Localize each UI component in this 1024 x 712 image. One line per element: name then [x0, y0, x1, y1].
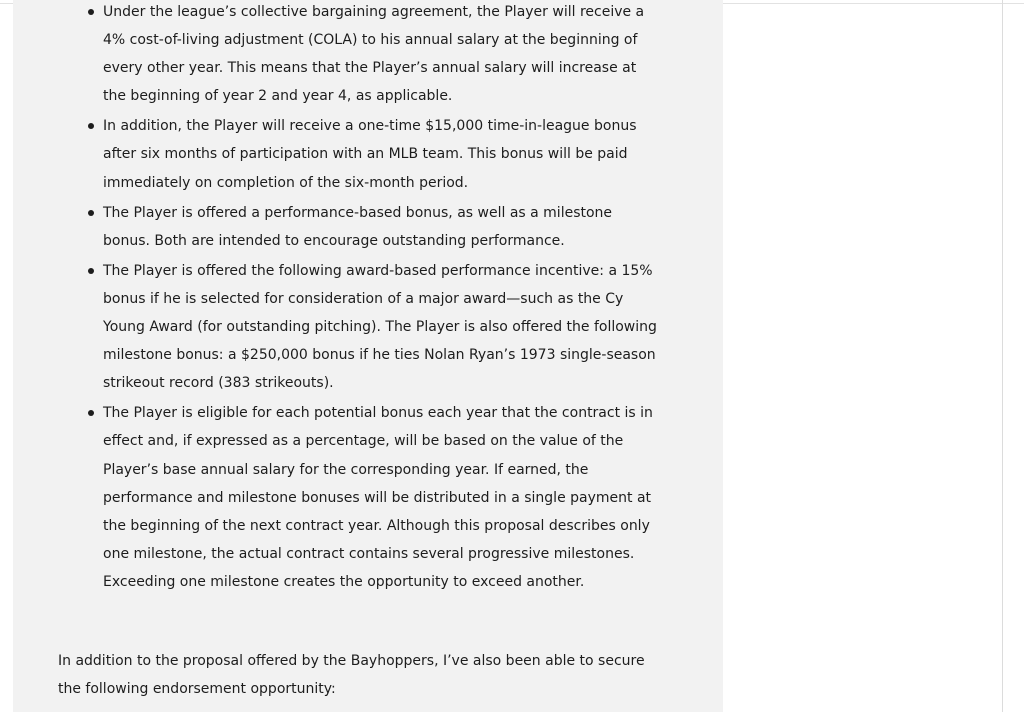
bullet-text: The Player is eligible for each potential bonus each year that the contract is in effect and, if expressed as a percentage, will be based on the value of the Player’s base annual salary for the corresponding year. If earned, the performance and milestone bonuses will be distributed in a single payment at the beginning of the next contract year. Although this proposal describes only one milestone, the actual contract contains several progressive milestones. Exceeding one milestone creates the opportunity to exceed another. — [103, 405, 653, 590]
list-item — [103, 0, 663, 110]
bullet-text: Under the league’s collective bargaining agreement, the Player will receive a 4% cost-of-living adjustment (COLA) to his annual salary at the beginning of every other year. This means that the Player’s annual salary will increase at the beginning of year 2 and year 4, as applicable. — [103, 4, 645, 105]
list-item — [103, 199, 663, 255]
closing-paragraph: In addition to the proposal offered by the Bayhoppers, I’ve also been able to secure the following endorsement opportunity: — [58, 653, 645, 698]
bullet-icon — [88, 9, 94, 15]
bullet-list — [103, 0, 663, 598]
list-item — [103, 399, 663, 596]
bullet-icon — [88, 210, 94, 216]
bullet-icon — [88, 268, 94, 274]
bullet-text: In addition, the Player will receive a one-time $15,000 time-in-league bonus after six months of participation with an MLB team. This bonus will be paid immediately on completion of the six-month period. — [103, 118, 637, 191]
right-divider — [1002, 0, 1003, 712]
list-item — [103, 112, 663, 196]
bullet-text: The Player is offered the following award-based performance incentive: a 15% bonus if he is selected for consideration of a major award—such as the Cy Young Award (for outstanding pitching). The Player is also offered the following milestone bonus: a $250,000 bonus if he ties Nolan Ryan’s 1973 single-season strikeout record (383 strikeouts). — [103, 262, 657, 392]
bullet-text: The Player is offered a performance-based bonus, as well as a milestone bonus. Both are intended to encourage outstanding performance. — [103, 204, 613, 249]
list-item — [103, 257, 663, 397]
